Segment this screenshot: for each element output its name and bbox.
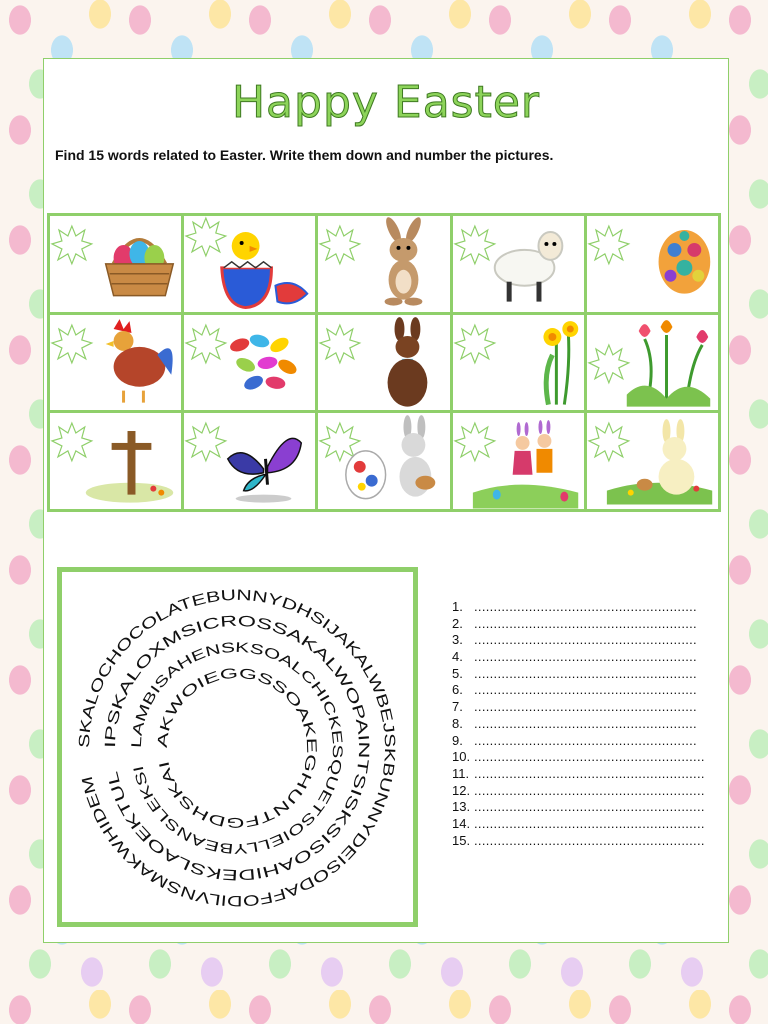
picture-cell [184, 216, 315, 312]
answer-line[interactable] [452, 833, 714, 850]
answer-number: 10. [452, 749, 471, 765]
picture-cell [318, 216, 449, 312]
answer-dotted-line: ......................................................... [474, 649, 697, 665]
spiral-ring-text: SKALOCHOCOLATEBUNNYDHSIJAKALWBEJSKBUNNYDEISODAFFODILVNSMAKWHIDEM [75, 586, 399, 910]
answer-number: 3. [452, 632, 463, 648]
bunny-in-meadow-icon [587, 413, 718, 509]
answer-dotted-line: ........................................................... [474, 749, 705, 765]
answer-line[interactable] [452, 616, 714, 633]
answer-number: 4. [452, 649, 463, 665]
word-spiral-puzzle [57, 567, 418, 927]
decorated-egg-icon [587, 216, 718, 312]
picture-cell [318, 413, 449, 509]
picture-cell [50, 315, 181, 411]
egg-hunt-children-icon [453, 413, 584, 509]
butterfly-icon [184, 413, 315, 509]
answer-line[interactable] [452, 733, 714, 750]
answer-line[interactable] [452, 716, 714, 733]
answer-number: 5. [452, 665, 463, 681]
spiral-ring-text: LAMBISAHENSKSOALCHICKESQUETSOIELLYBEANSLEKSI [127, 638, 347, 858]
answer-line[interactable] [452, 816, 714, 833]
picture-cell [587, 315, 718, 411]
picture-cell [587, 413, 718, 509]
answer-dotted-line: ......................................................... [474, 699, 697, 715]
answer-dotted-line: ........................................................... [474, 832, 705, 848]
answer-line[interactable] [452, 699, 714, 716]
answer-number: 15. [452, 832, 471, 848]
answer-line[interactable] [452, 599, 714, 616]
answer-dotted-line: ......................................................... [474, 732, 697, 748]
answer-number: 13. [452, 799, 471, 815]
lamb-icon [453, 216, 584, 312]
chick-in-egg-icon [184, 216, 315, 312]
answer-number: 12. [452, 782, 471, 798]
answer-number: 14. [452, 815, 471, 831]
page-title: Happy Easter [231, 77, 541, 128]
answer-line[interactable] [452, 766, 714, 783]
picture-cell [453, 413, 584, 509]
answer-line[interactable] [452, 666, 714, 683]
answer-line[interactable] [452, 632, 714, 649]
rooster-icon [50, 315, 181, 411]
answer-number: 2. [452, 615, 463, 631]
picture-cell [50, 413, 181, 509]
answer-number: 8. [452, 715, 463, 731]
answer-number: 11. [452, 765, 470, 781]
answer-dotted-line: ........................................................... [474, 815, 705, 831]
easter-bunny-icon [318, 216, 449, 312]
tulips-icon [587, 315, 718, 411]
picture-grid [47, 213, 721, 512]
answer-number: 9. [452, 732, 463, 748]
answer-number: 6. [452, 682, 463, 698]
answer-line[interactable] [452, 682, 714, 699]
picture-cell [50, 216, 181, 312]
answer-number: 7. [452, 699, 463, 715]
picture-cell [587, 216, 718, 312]
answer-line[interactable] [452, 649, 714, 666]
picture-cell [318, 315, 449, 411]
cross-icon [50, 413, 181, 509]
picture-cell [184, 315, 315, 411]
answer-dotted-line: ......................................................... [474, 615, 697, 631]
picture-cell [453, 216, 584, 312]
answer-line[interactable] [452, 783, 714, 800]
answer-dotted-line: ......................................................... [474, 682, 697, 698]
answer-dotted-line: ......................................................... [474, 632, 697, 648]
answer-list [452, 599, 714, 849]
word-spiral [62, 572, 413, 922]
jelly-beans-icon [184, 315, 315, 411]
picture-cell [453, 315, 584, 411]
worksheet [43, 58, 729, 943]
answer-line[interactable] [452, 799, 714, 816]
answer-line[interactable] [452, 749, 714, 766]
answer-dotted-line: ......................................................... [474, 599, 697, 614]
answer-dotted-line: ......................................................... [474, 715, 697, 731]
chocolate-bunny-icon [318, 315, 449, 411]
bunny-painting-egg-icon [318, 413, 449, 509]
answer-dotted-line: ......................................................... [474, 665, 697, 681]
picture-cell [184, 413, 315, 509]
daffodil-icon [453, 315, 584, 411]
instructions: Find 15 words related to Easter. Write them down and number the pictures. [55, 147, 554, 163]
easter-basket-icon [50, 216, 181, 312]
answer-number: 1. [452, 599, 463, 614]
spiral-ring-text: IPSKALOXMSICROSSAKALWOPAINTSISKSISOAHIDEKSLAOEKTUL [101, 612, 373, 884]
spiral-ring-text: AKWOIEGGSSOAKEGHUNTFGDHSKAI [153, 664, 321, 832]
answer-dotted-line: ........................................................... [474, 799, 705, 815]
answer-dotted-line: ........................................................... [474, 782, 705, 798]
answer-dotted-line: ........................................................... [474, 765, 705, 781]
